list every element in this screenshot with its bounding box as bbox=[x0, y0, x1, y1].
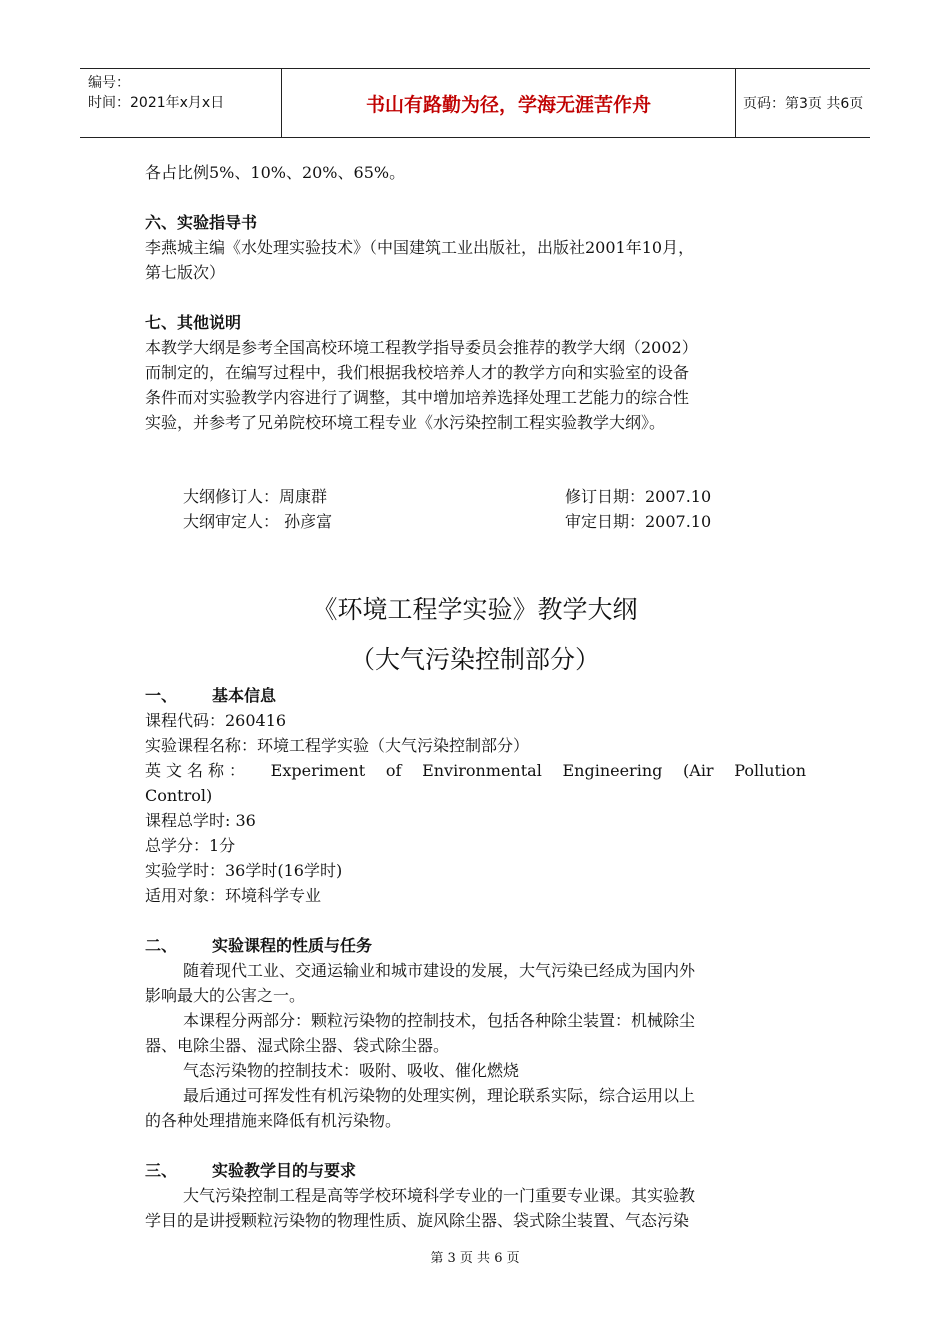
page-header bbox=[80, 68, 870, 138]
header-page: 页码：第3页 共6页 bbox=[743, 96, 864, 112]
section-7-title: 七、其他说明 bbox=[145, 313, 242, 332]
target-audience: 适用对象：环境科学专业 bbox=[145, 886, 322, 905]
english-word: of bbox=[385, 761, 402, 780]
section-3-number: 三、 bbox=[145, 1161, 178, 1180]
header-number: 编号： bbox=[88, 75, 130, 91]
section-1-title: 基本信息 bbox=[212, 686, 277, 705]
section-2-number: 二、 bbox=[145, 936, 178, 955]
header-meta bbox=[88, 73, 283, 113]
doc-subtitle: （大气污染控制部分） bbox=[349, 645, 600, 674]
section-2-para-4b: 的各种处理措施来降低有机污染物。 bbox=[145, 1111, 402, 1130]
section-6-line-2: 第七版次） bbox=[145, 263, 226, 282]
reviser: 大纲修订人：周康群 bbox=[183, 487, 328, 506]
english-name-line bbox=[145, 758, 806, 783]
section-2-para-3: 气态污染物的控制技术：吸附、吸收、催化燃烧 bbox=[183, 1061, 520, 1080]
lab-hours: 实验学时：36学时(16学时) bbox=[145, 861, 343, 880]
section-2-title: 实验课程的性质与任务 bbox=[212, 936, 373, 955]
section-3-title: 实验教学目的与要求 bbox=[212, 1161, 357, 1180]
english-name-label: 英文名称： bbox=[145, 761, 251, 780]
section-3-heading bbox=[145, 1158, 356, 1183]
header-motto: 书山有路勤为径，学海无涯苦作舟 bbox=[281, 69, 736, 137]
english-word: Pollution bbox=[734, 761, 806, 780]
section-1-heading bbox=[145, 683, 276, 708]
section-2-heading bbox=[145, 933, 372, 958]
section-2-para-1a: 随着现代工业、交通运输业和城市建设的发展，大气污染已经成为国内外 bbox=[183, 961, 696, 980]
section-7-line-2: 而制定的，在编写过程中，我们根据我校培养人才的教学方向和实验室的设备 bbox=[145, 363, 690, 382]
doc-title: 《环境工程学实验》教学大纲 bbox=[312, 595, 638, 624]
approve-date: 审定日期：2007.10 bbox=[565, 512, 712, 531]
section-7-line-1: 本教学大纲是参考全国高校环境工程教学指导委员会推荐的教学大纲（2002） bbox=[145, 338, 698, 357]
section-2-para-1b: 影响最大的公害之一。 bbox=[145, 986, 306, 1005]
english-word: Engineering bbox=[562, 761, 663, 780]
total-hours: 课程总学时: 36 bbox=[145, 811, 256, 830]
english-word: Experiment bbox=[270, 761, 366, 780]
course-name: 实验课程名称：环境工程学实验（大气污染控制部分） bbox=[145, 736, 530, 755]
section-2-para-2b: 器、电除尘器、湿式除尘器、袋式除尘器。 bbox=[145, 1036, 450, 1055]
english-word: (Air bbox=[683, 761, 714, 780]
section-7-line-4: 实验，并参考了兄弟院校环境工程专业《水污染控制工程实验教学大纲》。 bbox=[145, 413, 666, 432]
section-6-line-1: 李燕城主编《水处理实验技术》（中国建筑工业出版社，出版社2001年10月， bbox=[145, 238, 695, 257]
english-name-line-2: Control) bbox=[145, 786, 213, 805]
approver: 大纲审定人： 孙彦富 bbox=[183, 512, 333, 531]
page-footer: 第 3 页 共 6 页 bbox=[430, 1251, 520, 1266]
total-credit: 总学分：1分 bbox=[145, 836, 236, 855]
section-3-para-1b: 学目的是讲授颗粒污染物的物理性质、旋风除尘器、袋式除尘装置、气态污染 bbox=[145, 1211, 690, 1230]
header-time: 时间：2021年x月x日 bbox=[88, 95, 225, 111]
english-word: Environmental bbox=[422, 761, 542, 780]
revise-date: 修订日期：2007.10 bbox=[565, 487, 712, 506]
section-6-title: 六、实验指导书 bbox=[145, 213, 258, 232]
section-1-number: 一、 bbox=[145, 686, 178, 705]
course-code: 课程代码：260416 bbox=[145, 711, 287, 730]
section-2-para-2a: 本课程分两部分：颗粒污染物的控制技术，包括各种除尘装置：机械除尘 bbox=[183, 1011, 696, 1030]
section-3-para-1a: 大气污染控制工程是高等学校环境科学专业的一门重要专业课。其实验教 bbox=[183, 1186, 696, 1205]
section-2-para-4a: 最后通过可挥发性有机污染物的处理实例，理论联系实际，综合运用以上 bbox=[183, 1086, 696, 1105]
ratio-line: 各占比例5%、10%、20%、65%。 bbox=[145, 163, 406, 182]
section-7-line-3: 条件而对实验教学内容进行了调整，其中增加培养选择处理工艺能力的综合性 bbox=[145, 388, 690, 407]
